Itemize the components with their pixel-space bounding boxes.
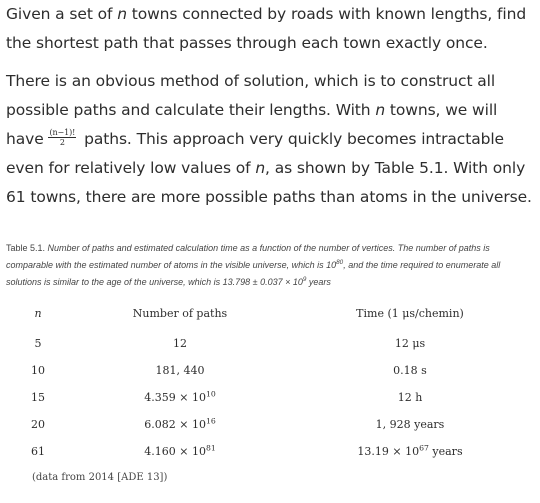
table-row [0, 330, 540, 357]
cell-paths: $4.359 \times 10^{10}$ [144, 389, 216, 404]
fraction-numerator: (n−1)! [49, 128, 76, 137]
cell-n: 61 [31, 445, 45, 458]
table-row [0, 438, 540, 465]
p2-part3: paths. This approach very quickly becomes intractable even for relatively low values of [6, 130, 504, 177]
paragraph-solution [6, 67, 536, 212]
cell-paths: 12 [173, 337, 187, 350]
cell-paths: 181, 440 [155, 364, 205, 377]
table-caption [6, 240, 536, 291]
p2-part4: , as shown by Table 5.1. With only 61 towns, there are more possible paths than atoms in the universe. [6, 159, 532, 206]
caption-exp-a: 80 [336, 259, 344, 266]
table-row [0, 411, 540, 438]
cell-time: 12 h [397, 391, 423, 404]
cell-time: $13.19 \times 10^{67}$ years [357, 443, 463, 458]
cell-n: 20 [31, 418, 45, 431]
header-n: n [34, 307, 42, 320]
p2-part2: towns, we will have [6, 101, 498, 148]
var-n-2: n [255, 159, 266, 177]
table-row [0, 357, 540, 384]
p2-part1: There is an obvious method of solution, which is to construct all possible paths and calculate their lengths. With [6, 72, 496, 119]
table-row [0, 384, 540, 411]
header-time: Time (1 μs/chemin) [356, 307, 464, 320]
caption-text-a: Number of paths and estimated calculation time as a function of the number of vertices. The number of paths is comparable with the estimated number of atoms in the visible universe, which is 10 [6, 243, 490, 270]
cell-n: 5 [34, 337, 42, 350]
caption-text-b: , and the time required to enumerate all solutions is similar to the age of the universe, which is 13.798 ± 0.037 × 10 [6, 260, 501, 287]
paragraph-problem: Given a set of n towns connected by roads with known lengths, find the shortest path that passes through each town exactly once. [6, 5, 527, 52]
fraction-denominator: 2 [59, 138, 65, 147]
caption-text-c: years [306, 277, 331, 287]
header-paths: Number of paths [132, 307, 228, 320]
caption-label: Table 5.1. [6, 243, 48, 253]
paths-fraction [48, 128, 76, 147]
cell-n: 15 [31, 391, 45, 404]
table-header-row [0, 300, 540, 330]
cell-time: 1, 928 years [375, 418, 445, 431]
cell-time: 0.18 s [393, 364, 427, 377]
cell-n: 10 [31, 364, 45, 377]
intro-text [6, 0, 536, 221]
cell-paths: $4.160 \times 10^{81}$ [144, 443, 216, 458]
cell-paths: $6.082 \times 10^{16}$ [144, 416, 216, 431]
var-n: n [375, 101, 386, 119]
paths-table [0, 300, 540, 465]
cell-time: 12 μs [394, 337, 426, 350]
table-source: (data from 2014 [ADE 13]) [32, 472, 168, 483]
caption-exp-b: 9 [302, 276, 307, 283]
